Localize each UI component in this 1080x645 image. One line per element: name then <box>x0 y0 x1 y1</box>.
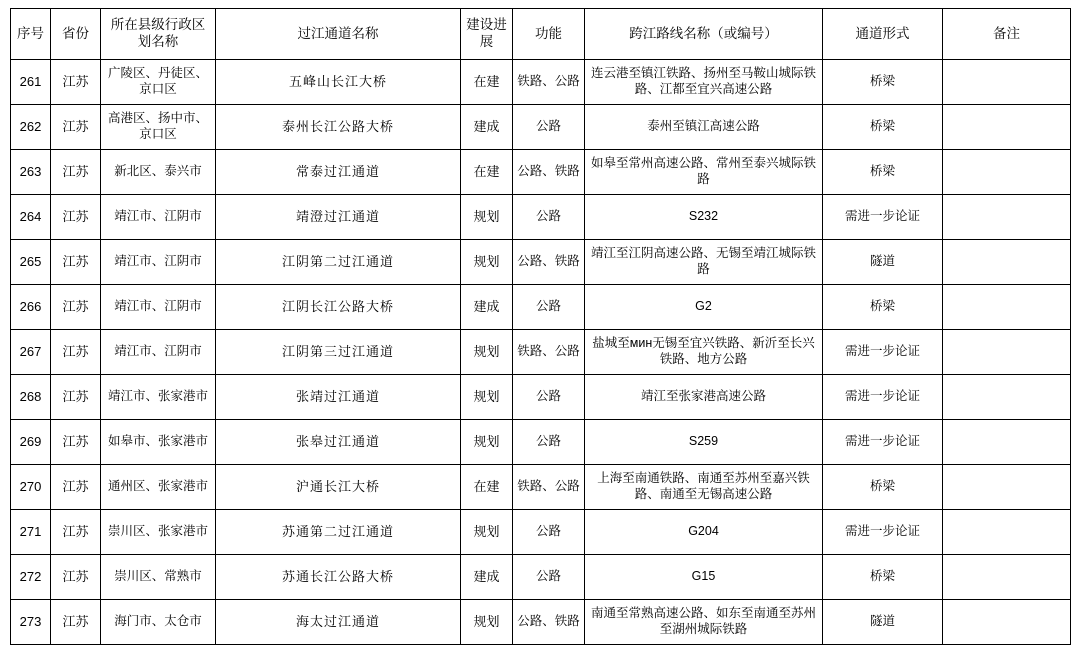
cell-seq: 271 <box>11 510 51 555</box>
cell-route: G2 <box>585 285 823 330</box>
cell-crossing-name: 苏通第二过江通道 <box>216 510 461 555</box>
cell-crossing-name: 江阴第二过江通道 <box>216 240 461 285</box>
cell-seq: 264 <box>11 195 51 240</box>
cell-note <box>943 555 1071 600</box>
column-header-function: 功能 <box>513 9 585 60</box>
cell-form: 隧道 <box>823 600 943 645</box>
cell-seq: 268 <box>11 375 51 420</box>
cell-province: 江苏 <box>51 240 101 285</box>
cell-province: 江苏 <box>51 510 101 555</box>
column-header-note: 备注 <box>943 9 1071 60</box>
cell-seq: 263 <box>11 150 51 195</box>
cell-crossing-name: 江阴第三过江通道 <box>216 330 461 375</box>
cell-progress: 建成 <box>461 285 513 330</box>
cell-seq: 267 <box>11 330 51 375</box>
cell-function: 公路 <box>513 555 585 600</box>
cell-district: 如皋市、张家港市 <box>101 420 216 465</box>
cell-seq: 265 <box>11 240 51 285</box>
cell-progress: 建成 <box>461 555 513 600</box>
column-header-seq: 序号 <box>11 9 51 60</box>
cell-route: S259 <box>585 420 823 465</box>
cell-progress: 规划 <box>461 375 513 420</box>
cell-province: 江苏 <box>51 285 101 330</box>
cell-note <box>943 60 1071 105</box>
column-header-crossing-name: 过江通道名称 <box>216 9 461 60</box>
cell-route: 泰州至镇江高速公路 <box>585 105 823 150</box>
cell-district: 崇川区、张家港市 <box>101 510 216 555</box>
cell-note <box>943 375 1071 420</box>
cell-province: 江苏 <box>51 105 101 150</box>
cell-function: 铁路、公路 <box>513 60 585 105</box>
cell-district: 通州区、张家港市 <box>101 465 216 510</box>
table-row <box>11 600 1071 645</box>
cell-form: 桥梁 <box>823 105 943 150</box>
cell-district: 靖江市、张家港市 <box>101 375 216 420</box>
cell-province: 江苏 <box>51 375 101 420</box>
cell-seq: 261 <box>11 60 51 105</box>
cell-form: 需进一步论证 <box>823 330 943 375</box>
cell-province: 江苏 <box>51 600 101 645</box>
table-body <box>11 60 1071 645</box>
cell-progress: 规划 <box>461 240 513 285</box>
cell-function: 公路 <box>513 510 585 555</box>
cell-district: 靖江市、江阴市 <box>101 240 216 285</box>
column-header-district: 所在县级行政区划名称 <box>101 9 216 60</box>
cell-province: 江苏 <box>51 465 101 510</box>
cell-route: G204 <box>585 510 823 555</box>
cell-progress: 规划 <box>461 600 513 645</box>
cell-province: 江苏 <box>51 150 101 195</box>
cell-function: 公路 <box>513 285 585 330</box>
cell-progress: 建成 <box>461 105 513 150</box>
cell-district: 新北区、泰兴市 <box>101 150 216 195</box>
cell-crossing-name: 泰州长江公路大桥 <box>216 105 461 150</box>
cell-function: 公路 <box>513 195 585 240</box>
cell-note <box>943 105 1071 150</box>
cell-district: 高港区、扬中市、京口区 <box>101 105 216 150</box>
cell-note <box>943 510 1071 555</box>
table-row <box>11 330 1071 375</box>
table-row <box>11 240 1071 285</box>
cell-district: 靖江市、江阴市 <box>101 195 216 240</box>
cell-form: 需进一步论证 <box>823 195 943 240</box>
cell-route: 靖江至江阴高速公路、无锡至靖江城际铁路 <box>585 240 823 285</box>
cell-crossing-name: 海太过江通道 <box>216 600 461 645</box>
cell-form: 需进一步论证 <box>823 375 943 420</box>
cell-progress: 规划 <box>461 510 513 555</box>
cell-form: 桥梁 <box>823 465 943 510</box>
table-row <box>11 510 1071 555</box>
cell-crossing-name: 沪通长江大桥 <box>216 465 461 510</box>
column-header-route: 跨江路线名称（或编号） <box>585 9 823 60</box>
cell-province: 江苏 <box>51 555 101 600</box>
cell-crossing-name: 江阴长江公路大桥 <box>216 285 461 330</box>
cell-progress: 规划 <box>461 420 513 465</box>
column-header-progress: 建设进展 <box>461 9 513 60</box>
column-header-form: 通道形式 <box>823 9 943 60</box>
cell-progress: 规划 <box>461 195 513 240</box>
cell-function: 铁路、公路 <box>513 465 585 510</box>
cell-seq: 270 <box>11 465 51 510</box>
cell-function: 公路、铁路 <box>513 600 585 645</box>
cell-route: 靖江至张家港高速公路 <box>585 375 823 420</box>
cell-form: 桥梁 <box>823 555 943 600</box>
cell-seq: 269 <box>11 420 51 465</box>
cell-crossing-name: 靖澄过江通道 <box>216 195 461 240</box>
cell-district: 广陵区、丹徒区、京口区 <box>101 60 216 105</box>
cell-note <box>943 150 1071 195</box>
cell-function: 公路、铁路 <box>513 150 585 195</box>
table-row <box>11 150 1071 195</box>
cell-function: 公路 <box>513 375 585 420</box>
cell-note <box>943 600 1071 645</box>
cell-route: 盐城至мин无锡至宜兴铁路、新沂至长兴铁路、地方公路 <box>585 330 823 375</box>
cell-route: 上海至南通铁路、南通至苏州至嘉兴铁路、南通至无锡高速公路 <box>585 465 823 510</box>
cell-crossing-name: 张靖过江通道 <box>216 375 461 420</box>
column-header-province: 省份 <box>51 9 101 60</box>
cell-crossing-name: 常泰过江通道 <box>216 150 461 195</box>
cell-district: 海门市、太仓市 <box>101 600 216 645</box>
header-row <box>11 9 1071 60</box>
cell-note <box>943 285 1071 330</box>
table-row <box>11 465 1071 510</box>
cell-province: 江苏 <box>51 60 101 105</box>
cell-progress: 在建 <box>461 150 513 195</box>
table-row <box>11 195 1071 240</box>
cell-province: 江苏 <box>51 330 101 375</box>
cell-route: 连云港至镇江铁路、扬州至马鞍山城际铁路、江都至宜兴高速公路 <box>585 60 823 105</box>
cell-province: 江苏 <box>51 195 101 240</box>
cell-function: 铁路、公路 <box>513 330 585 375</box>
cell-crossing-name: 五峰山长江大桥 <box>216 60 461 105</box>
cell-route: 如皋至常州高速公路、常州至泰兴城际铁路 <box>585 150 823 195</box>
cell-seq: 272 <box>11 555 51 600</box>
cell-form: 桥梁 <box>823 60 943 105</box>
cell-form: 需进一步论证 <box>823 420 943 465</box>
cell-note <box>943 330 1071 375</box>
cell-seq: 262 <box>11 105 51 150</box>
cell-form: 需进一步论证 <box>823 510 943 555</box>
cell-route: 南通至常熟高速公路、如东至南通至苏州至湖州城际铁路 <box>585 600 823 645</box>
cell-crossing-name: 苏通长江公路大桥 <box>216 555 461 600</box>
cell-form: 桥梁 <box>823 150 943 195</box>
cell-route: S232 <box>585 195 823 240</box>
cell-note <box>943 240 1071 285</box>
table-row <box>11 60 1071 105</box>
cell-form: 桥梁 <box>823 285 943 330</box>
cell-function: 公路 <box>513 420 585 465</box>
cell-note <box>943 195 1071 240</box>
cell-crossing-name: 张皋过江通道 <box>216 420 461 465</box>
table-row <box>11 285 1071 330</box>
cell-seq: 273 <box>11 600 51 645</box>
cell-seq: 266 <box>11 285 51 330</box>
table-row <box>11 375 1071 420</box>
cell-province: 江苏 <box>51 420 101 465</box>
cell-note <box>943 420 1071 465</box>
cell-route: G15 <box>585 555 823 600</box>
cell-progress: 规划 <box>461 330 513 375</box>
table-header <box>11 9 1071 60</box>
cell-progress: 在建 <box>461 465 513 510</box>
table-row <box>11 105 1071 150</box>
cell-function: 公路 <box>513 105 585 150</box>
cell-district: 靖江市、江阴市 <box>101 330 216 375</box>
cell-progress: 在建 <box>461 60 513 105</box>
cell-district: 崇川区、常熟市 <box>101 555 216 600</box>
table-row <box>11 420 1071 465</box>
cell-function: 公路、铁路 <box>513 240 585 285</box>
cell-form: 隧道 <box>823 240 943 285</box>
cell-district: 靖江市、江阴市 <box>101 285 216 330</box>
river-crossing-table <box>10 8 1071 645</box>
cell-note <box>943 465 1071 510</box>
table-row <box>11 555 1071 600</box>
